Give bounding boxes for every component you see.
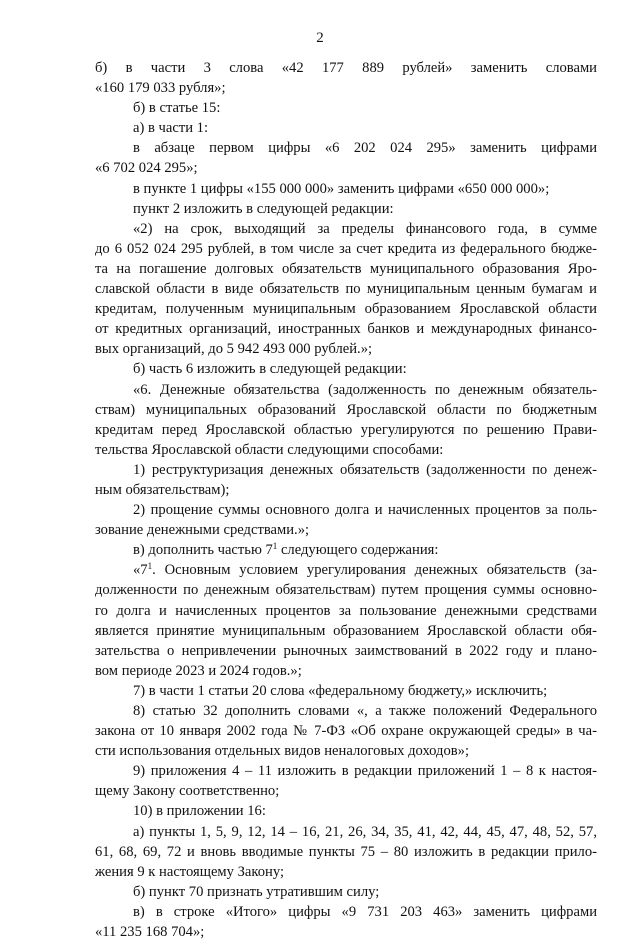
- text-line: закона от 10 января 2002 года № 7-ФЗ «Об охране окружающей среды» в ча-: [95, 723, 597, 740]
- text-line: а) пункты 1, 5, 9, 12, 14 – 16, 21, 26, 34, 35, 41, 42, 44, 45, 47, 48, 52, 57,: [133, 823, 597, 840]
- text-line: «160 179 033 рубля»;: [95, 80, 226, 97]
- text-line: зование денежными средствами.»;: [95, 522, 310, 539]
- text-line: 61, 68, 69, 72 и вновь вводимые пункты 75 – 80 изложить в редакции прило-: [95, 843, 597, 860]
- superscript: 1: [147, 561, 153, 572]
- text-line: б) пункт 70 признать утратившим силу;: [133, 883, 380, 900]
- text-line: кредитам перед Ярославской областью урегулируются по решению Прави-: [95, 421, 597, 438]
- document-body: [95, 58, 597, 942]
- text-line: 8) статью 32 дополнить словами «, а также положений Федерального: [133, 703, 597, 719]
- text-line: та на погашение долговых обязательств муниципального образования Яро-: [95, 260, 597, 277]
- text-line: го долга и начисленных процентов за пользование денежными средствами: [95, 602, 597, 619]
- text-line: 10) в приложении 16:: [133, 803, 266, 820]
- text-line: «6 702 024 295»;: [95, 160, 198, 177]
- text-line: «11 235 168 704»;: [95, 924, 205, 941]
- text-line: 1) реструктуризация денежных обязательств (задолженности по денеж-: [133, 461, 597, 478]
- text-line: «$7^1$. Основным условием урегулирования денежных обязательств (за-: [133, 561, 597, 579]
- text-line: является принятие муниципальным образованием Ярославской области обя-: [95, 622, 597, 639]
- text-line: славской области в виде обязательств по муниципальным ценным бумагам и: [95, 281, 597, 298]
- text-line: сти использования отдельных видов неналоговых доходов»;: [95, 743, 470, 760]
- text-line: до 6 052 024 295 рублей, в том числе за счет кредита из федерального бюдже-: [95, 240, 597, 257]
- text-line: 7) в части 1 статьи 20 слова «федеральному бюджету,» исключить;: [133, 682, 548, 699]
- text-line: ствам) муниципальных образований Ярославской области по бюджетным: [95, 401, 597, 418]
- text-line: тельства Ярославской области следующими способами:: [95, 441, 444, 458]
- text-line: б) в статье 15:: [133, 100, 221, 117]
- text-line: 2) прощение суммы основного долга и начисленных процентов за поль-: [133, 502, 597, 519]
- text-line: долженности по денежным обязательствам) путем прощения суммы основно-: [95, 582, 597, 599]
- text-line: вых организаций, до 5 942 493 000 рублей.»;: [95, 341, 373, 358]
- text-line: кредитам, полученным муниципальным образованием Ярославской области: [95, 301, 597, 318]
- text-line: щему Закону соответственно;: [95, 783, 280, 800]
- text-line: «2) на срок, выходящий за пределы финансового года, в сумме: [133, 220, 597, 237]
- text-line: в) в строке «Итого» цифры «9 731 203 463» заменить цифрами: [133, 903, 597, 920]
- text-line: от кредитных организаций, иностранных банков и международных финансо-: [95, 321, 597, 338]
- text-line: а) в части 1:: [133, 120, 209, 137]
- page-number: 2: [316, 30, 324, 46]
- text-line: в абзаце первом цифры «6 202 024 295» заменить цифрами: [133, 140, 597, 157]
- text-line: вом периоде 2023 и 2024 годов.»;: [95, 662, 302, 679]
- text-line: зательства о непривлечении рыночных заимствований в 2022 году и плано-: [95, 642, 597, 659]
- text-line: в) дополнить частью $7^1$ следующего содержания:: [133, 541, 439, 559]
- text-line: «6. Денежные обязательства (задолженность по денежным обязатель-: [133, 381, 597, 398]
- text-line: жения 9 к настоящему Закону;: [95, 863, 285, 880]
- text-line: б) часть 6 изложить в следующей редакции:: [133, 361, 407, 378]
- text-line: пункт 2 изложить в следующей редакции:: [133, 200, 394, 217]
- text-line: ным обязательствам);: [95, 481, 230, 498]
- text-line: 9) приложения 4 – 11 изложить в редакции приложений 1 – 8 к настоя-: [133, 763, 597, 780]
- superscript: 1: [272, 541, 278, 552]
- text-line: б) в части 3 слова «42 177 889 рублей» заменить словами: [95, 60, 597, 76]
- text-line: в пункте 1 цифры «155 000 000» заменить цифрами «650 000 000»;: [133, 180, 550, 197]
